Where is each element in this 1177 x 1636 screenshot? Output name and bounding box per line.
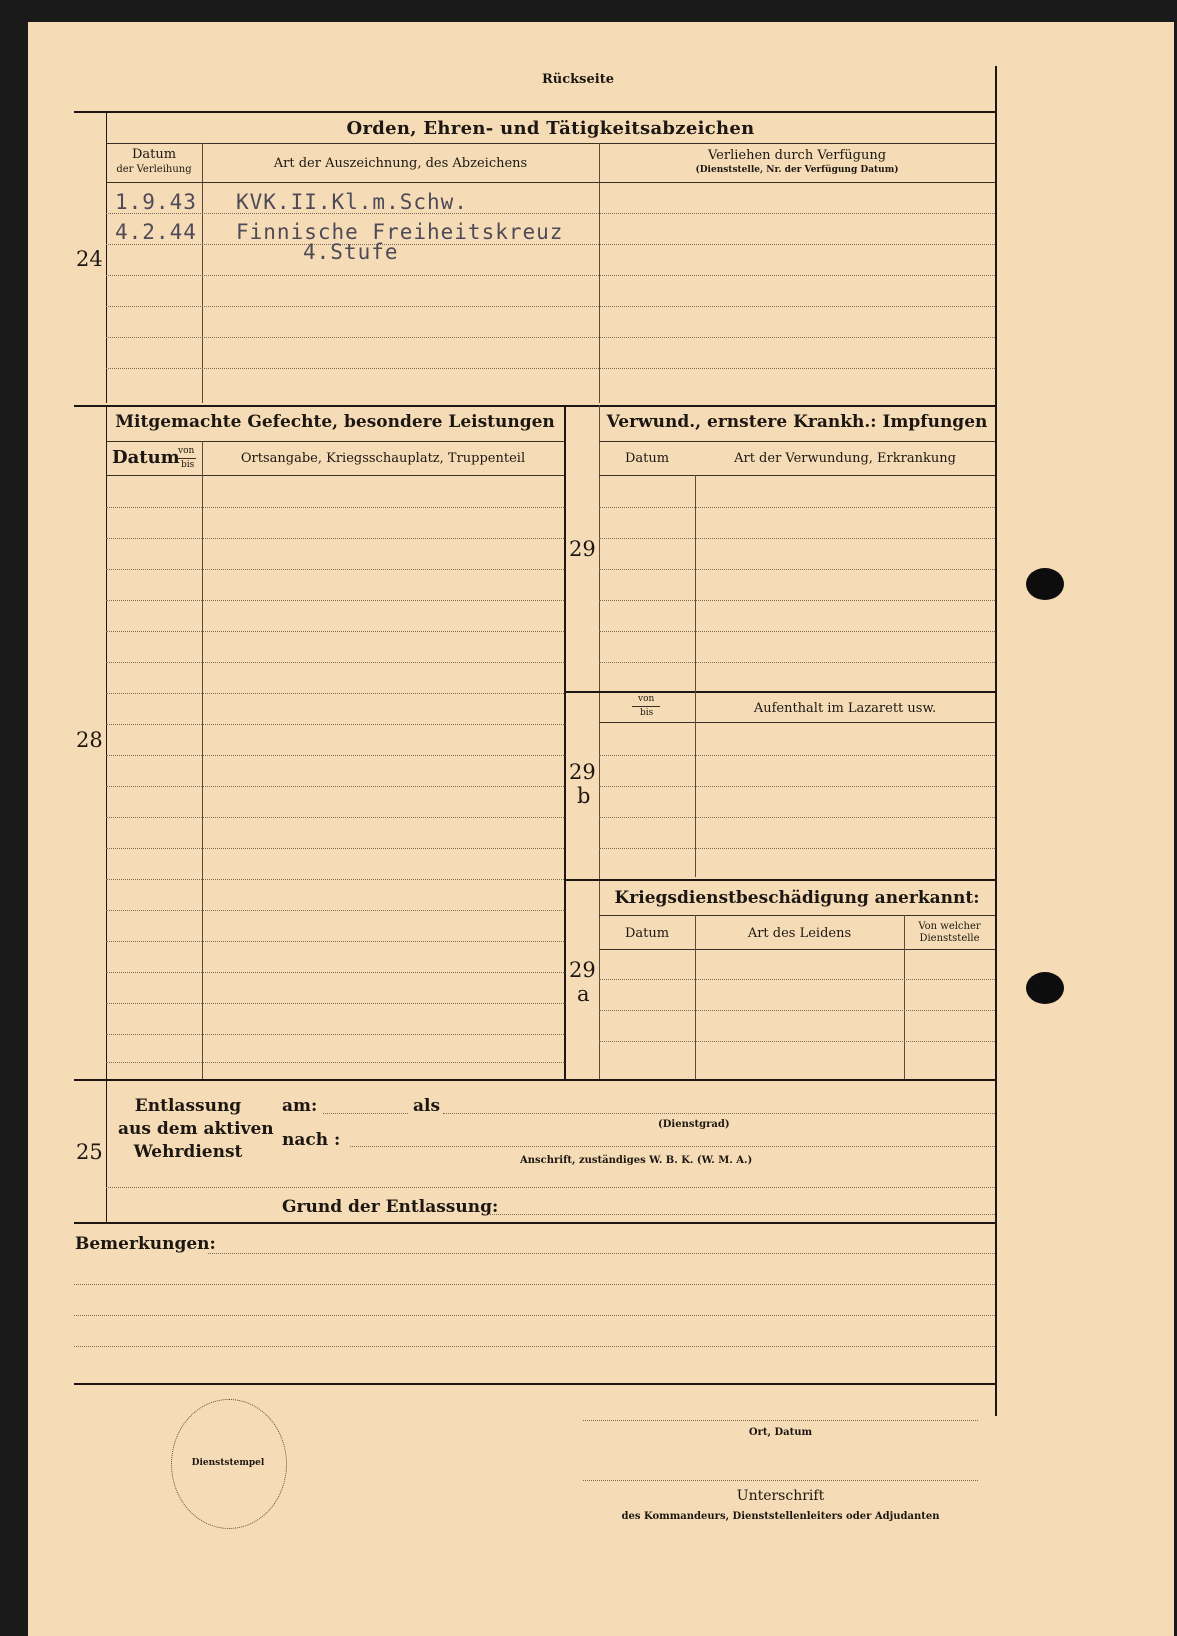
rank-hint: (Dienstgrad) [658,1119,730,1130]
punch-hole-bottom [1026,972,1064,1004]
col-29a-from-1: Von welcher [918,921,981,932]
section-29a-title: Kriegsdienstbeschädigung anerkannt: [614,888,980,908]
section-28-number: 28 [76,728,103,752]
award-2-text-cont: 4.Stufe [303,240,399,264]
col-29-date: Datum [624,451,670,466]
col-by-header: Verliehen durch Verfügung [707,148,887,163]
col-29b-von: von [638,694,655,704]
col-date-subheader: der Verleihung [116,164,192,175]
section-29-title: Verwund., ernstere Krankh.: Impfungen [606,412,988,432]
section-24-title: Orden, Ehren- und Tätigkeitsabzeichen [346,118,755,139]
document-sheet [28,22,1174,1636]
discharge-reason-line [484,1214,995,1215]
discharge-date-label: am: [282,1096,318,1116]
discharge-rank-line [443,1113,995,1114]
col-29a-date: Datum [624,926,670,941]
section-25-label-2: aus dem aktiven [118,1119,274,1139]
remarks-bottom-rule [74,1383,995,1385]
place-date-label: Ort, Datum [748,1427,813,1438]
remarks-line-4 [74,1346,995,1347]
middle-divider [564,405,566,1079]
remarks-line-3 [74,1315,995,1316]
discharge-to-label: nach : [282,1130,341,1150]
col-by-subheader: (Dienststelle, Nr. der Verfügung Datum) [695,165,899,175]
punch-hole-top [1026,568,1064,600]
section-24-top-rule [74,111,995,113]
section-25-top-rule [74,1079,995,1081]
section-28-top-rule [74,405,995,407]
section-29a-number: 29 [569,958,596,982]
discharge-to-line [350,1146,995,1147]
section-25-number: 25 [76,1140,103,1164]
remarks-top-rule [74,1222,995,1224]
signature-label: Unterschrift [736,1488,825,1504]
place-date-line [583,1420,978,1421]
col-28-date: Datum [112,447,180,468]
col-29-type: Art der Verwundung, Erkrankung [734,451,956,466]
col-29b-stay: Aufenthalt im Lazarett usw. [753,701,937,716]
stamp-label: Dienststempel [191,1458,265,1468]
right-border [995,66,997,1416]
signature-line [583,1480,978,1481]
signature-sublabel: des Kommandeurs, Dienststellenleiters oder Adjudanten [621,1511,940,1522]
col-28-place: Ortsangabe, Kriegsschauplatz, Truppenteil [240,451,526,466]
remarks-line-1 [208,1253,995,1254]
award-1-text: KVK.II.Kl.m.Schw. [236,190,468,214]
col-date-header: Datum [131,147,177,162]
discharge-date-line [323,1113,408,1114]
section-24-number: 24 [76,247,103,271]
col-29a-type: Art des Leidens [747,926,852,941]
page-header: Rückseite [542,72,614,87]
discharge-rank-label: als [413,1096,441,1116]
col-28-bis: bis [181,460,195,470]
col-28-von: von [178,446,195,456]
section-25-label-1: Entlassung [134,1096,242,1116]
award-2-date: 4.2.44 [115,220,197,244]
discharge-reason-label: Grund der Entlassung: [282,1197,499,1217]
section-29b-number: 29 [569,760,596,784]
col-29b-bis: bis [640,708,654,718]
section-29-number: 29 [569,537,596,561]
section-25-label-3: Wehrdienst [133,1142,243,1162]
address-hint: Anschrift, zuständiges W. B. K. (W. M. A.) [520,1155,753,1166]
remarks-line-2 [74,1284,995,1285]
award-2-text: Finnische Freiheitskreuz [236,220,564,244]
section-29b-letter: b [577,784,591,808]
col-type-header: Art der Auszeichnung, des Abzeichens [273,156,528,171]
section-28-title: Mitgemachte Gefechte, besondere Leistungen [115,412,555,432]
remarks-label: Bemerkungen: [75,1234,216,1254]
section-29a-letter: a [577,982,590,1006]
award-1-date: 1.9.43 [115,190,197,214]
col-29a-from-2: Dienststelle [919,933,980,944]
